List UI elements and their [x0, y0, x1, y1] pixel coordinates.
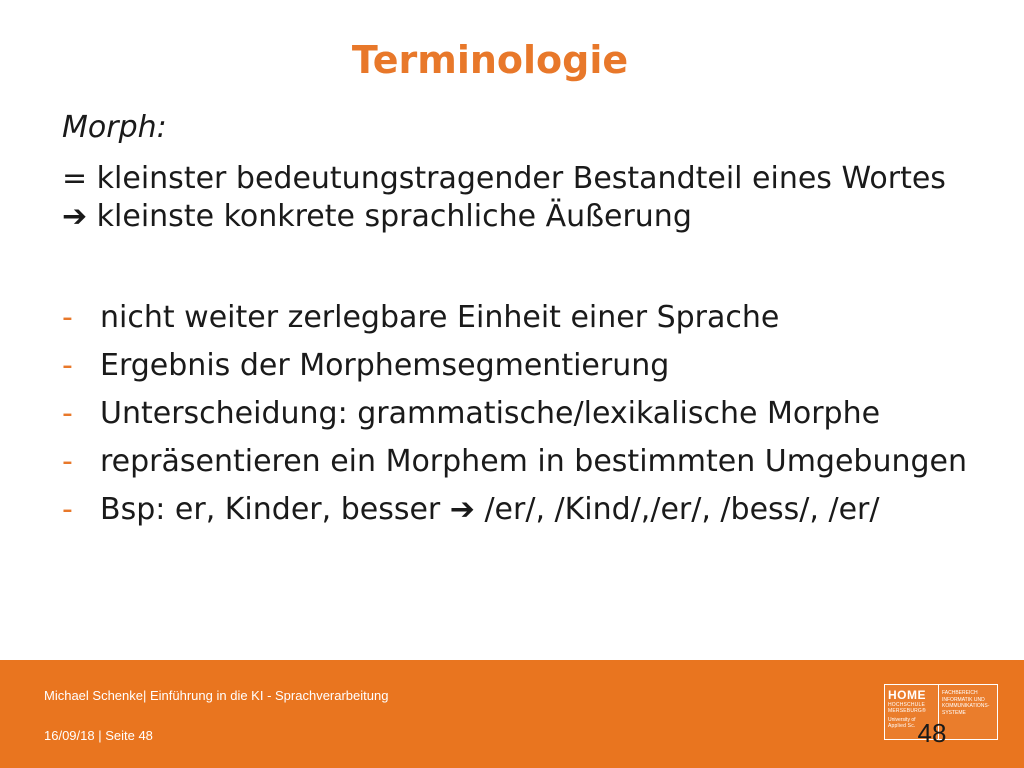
bullet-dash: -	[62, 300, 73, 335]
logo-right4: SYSTEME	[942, 709, 966, 716]
logo-main-text: HOME	[888, 688, 926, 702]
bullet-dash: -	[62, 396, 73, 431]
page-number: 48	[917, 718, 947, 748]
bullet-item	[62, 490, 982, 530]
bullet-dash: -	[62, 492, 73, 527]
footer-bar	[0, 660, 1024, 768]
bullet-item	[62, 298, 982, 338]
bullet-item	[62, 346, 982, 386]
logo-line1: HOCHSCHULE	[888, 702, 926, 708]
bullet-dash: -	[62, 444, 73, 479]
logo-univ1: University of	[888, 717, 916, 723]
bullet-dash: -	[62, 348, 73, 383]
logo-right3: KOMMUNIKATIONS-	[942, 703, 990, 709]
logo-right1: FACHBEREICH	[942, 690, 978, 696]
bullet-item	[62, 442, 982, 482]
bullet-text: nicht weiter zerlegbare Einheit einer Sprache	[100, 300, 780, 335]
bullet-text: Unterscheidung: grammatische/lexikalische Morphe	[100, 396, 881, 431]
footer-date: 16/09/18 | Seite 48	[44, 728, 153, 743]
logo-right2: INFORMATIK UND	[942, 696, 985, 703]
slide-subtitle: Morph:	[62, 110, 167, 145]
bullet-text: Ergebnis der Morphemsegmentierung	[100, 348, 670, 383]
logo-line2: MERSEBURG®	[888, 708, 926, 714]
bullet-item	[62, 394, 982, 434]
bullet-text: Bsp: er, Kinder, besser ➔ /er/, /Kind/,/er/, /bess/, /er/	[100, 492, 880, 527]
bullet-text: repräsentieren ein Morphem in bestimmten Umgebungen	[100, 444, 968, 479]
slide-title: Terminologie	[351, 38, 629, 82]
definition-text: = kleinster bedeutungstragender Bestandteil eines Wortes ➔ kleinste konkrete sprachliche Äußerung	[62, 161, 946, 234]
footer-author: Michael Schenke| Einführung in die KI - Sprachverarbeitung	[44, 688, 389, 703]
bullet-list	[62, 298, 982, 538]
logo-univ2: Applied Sc.	[888, 723, 916, 729]
